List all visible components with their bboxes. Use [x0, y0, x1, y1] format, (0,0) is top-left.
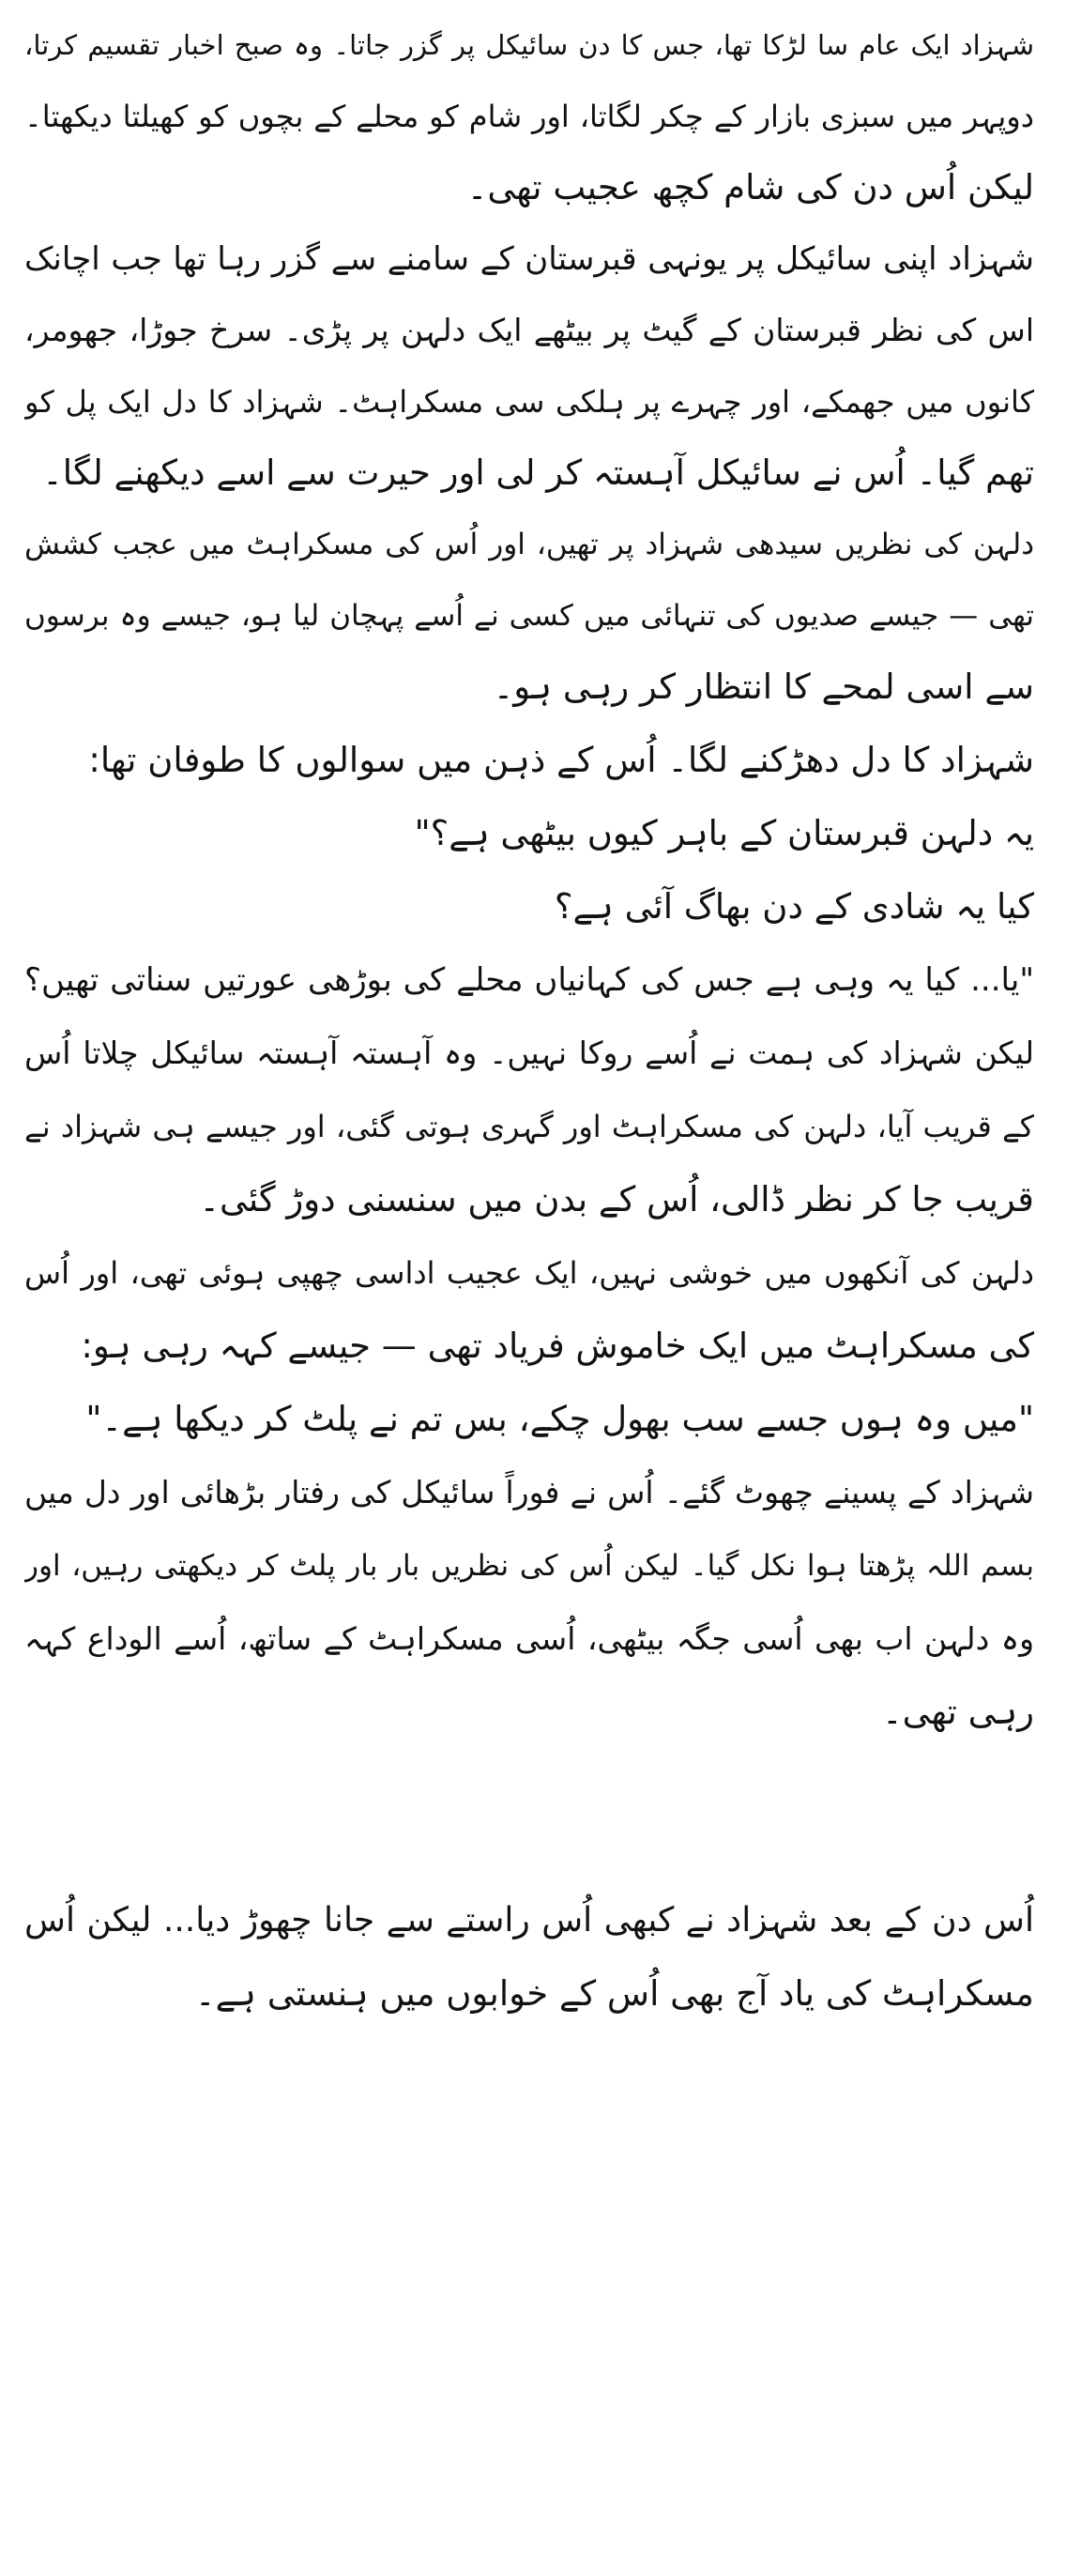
story-line-15: لیکن شہزاد کی ہمت نے اُسے روکا نہیں۔ وہ آہستہ آہستہ سائیکل چلاتا اُس: [24, 1035, 1034, 1071]
story-line-4: شہزاد اپنی سائیکل پر یونہی قبرستان کے سامنے سے گزر رہا تھا جب اچانک: [24, 240, 1034, 278]
story-line-7: تھم گیا۔ اُس نے سائیکل آہستہ کر لی اور حیرت سے اسے دیکھنے لگا۔: [42, 452, 1034, 493]
story-line-9: تھی — جیسے صدیوں کی تنہائی میں کسی نے اُسے پہچان لیا ہو، جیسے وہ برسوں: [24, 599, 1034, 633]
story-line-18: دلہن کی آنکھوں میں خوشی نہیں، ایک عجیب اداسی چھپی ہوئی تھی، اور اُس: [24, 1255, 1034, 1291]
story-line-5: اس کی نظر قبرستان کے گیٹ پر بیٹھے ایک دلہن پر پڑی۔ سرخ جوڑا، جھومر،: [24, 312, 1034, 348]
story-line-26: مسکراہٹ کی یاد آج بھی اُس کے خوابوں میں ہنستی ہے۔: [194, 1973, 1034, 2014]
story-line-20: "میں وہ ہوں جسے سب بھول چکے، بس تم نے پلٹ کر دیکھا ہے۔": [85, 1399, 1034, 1439]
story-line-13: کیا یہ شادی کے دن بھاگ آئی ہے؟: [554, 886, 1034, 927]
story-line-8: دلہن کی نظریں سیدھی شہزاد پر تھیں، اور اُس کی مسکراہٹ میں عجب کشش: [24, 528, 1034, 561]
story-line-11: شہزاد کا دل دھڑکنے لگا۔ اُس کے ذہن میں سوالوں کا طوفان تھا:: [88, 740, 1034, 780]
story-line-19: کی مسکراہٹ میں ایک خاموش فریاد تھی — جیسے کہہ رہی ہو:: [81, 1326, 1034, 1366]
story-line-22: بسم اللہ پڑھتا ہوا نکل گیا۔ لیکن اُس کی نظریں بار بار پلٹ کر دیکھتی رہیں، اور: [24, 1549, 1034, 1583]
story-line-12: یہ دلہن قبرستان کے باہر کیوں بیٹھی ہے؟": [414, 813, 1034, 853]
story-line-17: قریب جا کر نظر ڈالی، اُس کے بدن میں سنسنی دوڑ گئی۔: [199, 1179, 1034, 1219]
story-line-6: کانوں میں جھمکے، اور چہرے پر ہلکی سی مسکراہٹ۔ شہزاد کا دل ایک پل کو: [24, 384, 1034, 420]
story-line-23: وہ دلہن اب بھی اُسی جگہ بیٹھی، اُسی مسکراہٹ کے ساتھ، اُسے الوداع کہہ: [24, 1620, 1034, 1657]
story-line-1: شہزاد ایک عام سا لڑکا تھا، جس کا دن سائیکل پر گزر جاتا۔ وہ صبح اخبار تقسیم کرتا،: [24, 29, 1034, 61]
story-line-25: اُس دن کے بعد شہزاد نے کبھی اُس راستے سے جانا چھوڑ دیا... لیکن اُس: [24, 1901, 1034, 1940]
story-line-21: شہزاد کے پسینے چھوٹ گئے۔ اُس نے فوراً سائیکل کی رفتار بڑھائی اور دل میں: [24, 1474, 1034, 1510]
story-line-3: لیکن اُس دن کی شام کچھ عجیب تھی۔: [466, 167, 1034, 207]
story-line-24: رہی تھی۔: [881, 1692, 1034, 1732]
story-line-2: دوپہر میں سبزی بازار کے چکر لگاتا، اور شام کو محلے کے بچوں کو کھیلتا دیکھتا۔: [24, 99, 1034, 134]
story-line-10: سے اسی لمحے کا انتظار کر رہی ہو۔: [493, 667, 1034, 707]
story-line-16: کے قریب آیا، دلہن کی مسکراہٹ اور گہری ہوتی گئی، اور جیسے ہی شہزاد نے: [24, 1109, 1034, 1144]
story-line-14: "یا... کیا یہ وہی ہے جس کی کہانیاں محلے کی بوڑھی عورتیں سناتی تھیں؟: [24, 961, 1034, 999]
